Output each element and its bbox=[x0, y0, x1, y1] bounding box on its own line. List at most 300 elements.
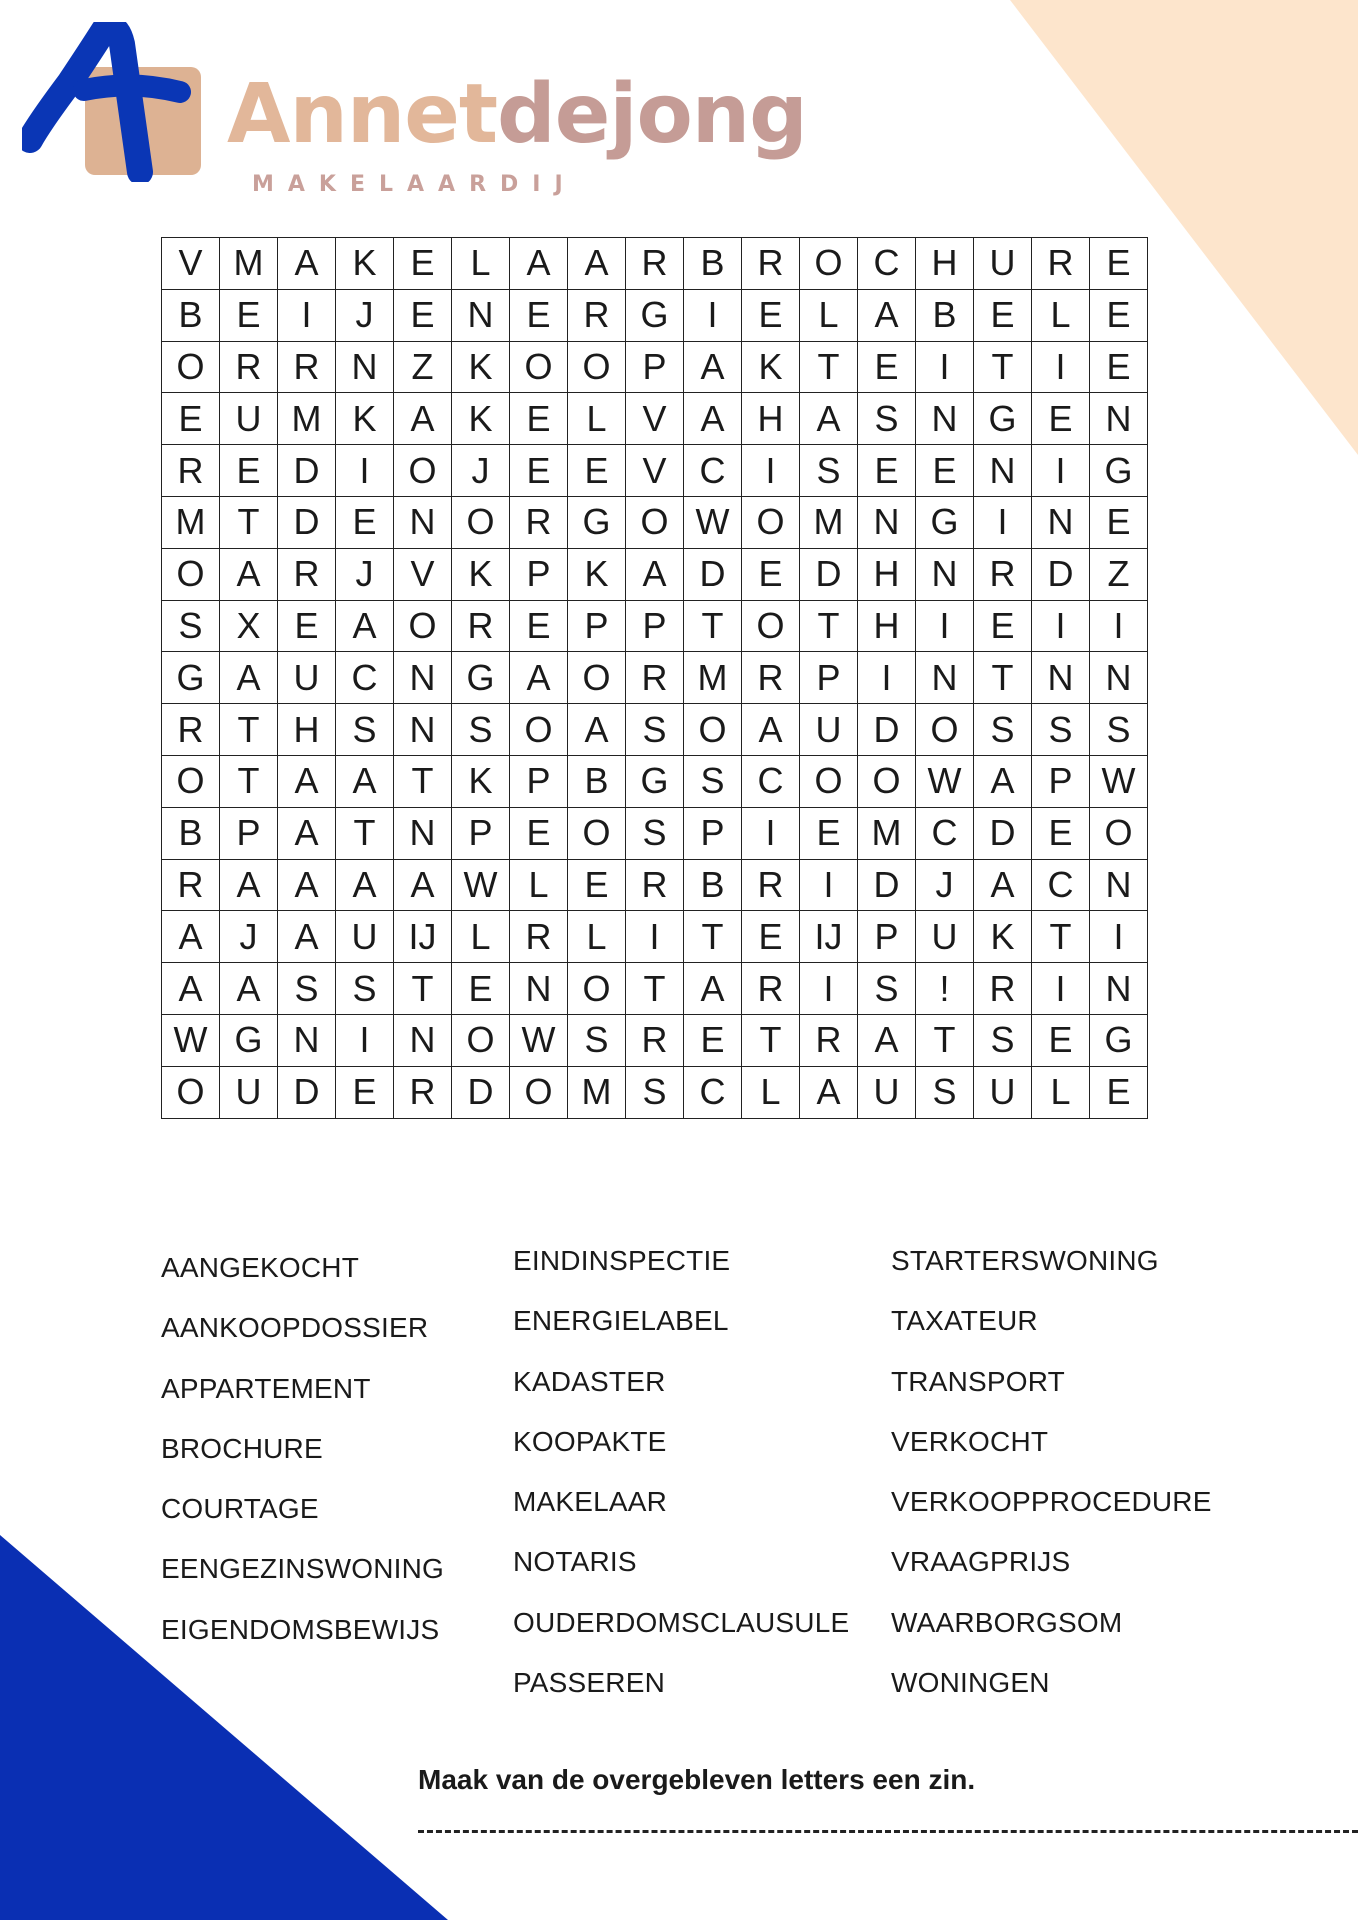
grid-cell[interactable]: L bbox=[568, 911, 626, 963]
grid-cell[interactable]: C bbox=[684, 1066, 742, 1118]
grid-cell[interactable]: E bbox=[510, 600, 568, 652]
grid-cell[interactable]: N bbox=[394, 1014, 452, 1066]
grid-cell[interactable]: T bbox=[220, 755, 278, 807]
grid-cell[interactable]: N bbox=[278, 1014, 336, 1066]
grid-cell[interactable]: N bbox=[1090, 859, 1148, 911]
grid-cell[interactable]: E bbox=[1090, 341, 1148, 393]
grid-cell[interactable]: E bbox=[278, 600, 336, 652]
grid-cell[interactable]: E bbox=[916, 445, 974, 497]
grid-cell[interactable]: R bbox=[974, 963, 1032, 1015]
grid-cell[interactable]: T bbox=[220, 496, 278, 548]
grid-cell[interactable]: I bbox=[278, 289, 336, 341]
grid-cell[interactable]: T bbox=[626, 963, 684, 1015]
grid-cell[interactable]: E bbox=[1090, 238, 1148, 290]
grid-cell[interactable]: P bbox=[800, 652, 858, 704]
grid-cell[interactable]: R bbox=[626, 1014, 684, 1066]
grid-cell[interactable]: O bbox=[626, 496, 684, 548]
grid-cell[interactable]: E bbox=[858, 445, 916, 497]
grid-cell[interactable]: D bbox=[278, 1066, 336, 1118]
grid-cell[interactable]: I bbox=[684, 289, 742, 341]
grid-cell[interactable]: A bbox=[510, 238, 568, 290]
grid-cell[interactable]: N bbox=[1090, 393, 1148, 445]
grid-cell[interactable]: E bbox=[336, 1066, 394, 1118]
grid-cell[interactable]: U bbox=[220, 393, 278, 445]
grid-cell[interactable]: M bbox=[568, 1066, 626, 1118]
grid-cell[interactable]: A bbox=[626, 548, 684, 600]
word-list-item: VRAAGPRIJS bbox=[891, 1546, 1071, 1578]
grid-cell[interactable]: I bbox=[1032, 445, 1090, 497]
grid-cell[interactable]: I bbox=[1032, 341, 1090, 393]
grid-cell[interactable]: N bbox=[336, 341, 394, 393]
grid-cell[interactable]: H bbox=[278, 704, 336, 756]
grid-cell[interactable]: K bbox=[452, 341, 510, 393]
grid-cell[interactable]: R bbox=[162, 704, 220, 756]
grid-cell[interactable]: N bbox=[916, 652, 974, 704]
grid-cell[interactable]: R bbox=[510, 496, 568, 548]
grid-cell[interactable]: G bbox=[626, 289, 684, 341]
grid-cell[interactable]: O bbox=[162, 548, 220, 600]
grid-cell[interactable]: T bbox=[220, 704, 278, 756]
grid-cell[interactable]: D bbox=[278, 445, 336, 497]
grid-cell[interactable]: A bbox=[394, 393, 452, 445]
grid-cell[interactable]: O bbox=[916, 704, 974, 756]
grid-cell[interactable]: I bbox=[800, 963, 858, 1015]
grid-cell[interactable]: X bbox=[220, 600, 278, 652]
grid-cell[interactable]: W bbox=[162, 1014, 220, 1066]
grid-cell[interactable]: J bbox=[452, 445, 510, 497]
grid-cell[interactable]: P bbox=[568, 600, 626, 652]
grid-cell[interactable]: N bbox=[394, 807, 452, 859]
grid-cell[interactable]: R bbox=[220, 341, 278, 393]
grid-cell[interactable]: C bbox=[684, 445, 742, 497]
grid-cell[interactable]: J bbox=[336, 289, 394, 341]
grid-cell[interactable]: IJ bbox=[800, 911, 858, 963]
grid-cell[interactable]: E bbox=[1090, 289, 1148, 341]
grid-row bbox=[162, 911, 1148, 963]
grid-cell[interactable]: I bbox=[336, 1014, 394, 1066]
grid-cell[interactable]: I bbox=[626, 911, 684, 963]
grid-cell[interactable]: E bbox=[1032, 807, 1090, 859]
grid-cell[interactable]: D bbox=[1032, 548, 1090, 600]
grid-cell[interactable]: E bbox=[1032, 393, 1090, 445]
grid-cell[interactable]: E bbox=[1090, 1066, 1148, 1118]
grid-cell[interactable]: J bbox=[220, 911, 278, 963]
grid-cell[interactable]: D bbox=[278, 496, 336, 548]
grid-cell[interactable]: I bbox=[858, 652, 916, 704]
grid-cell[interactable]: E bbox=[162, 393, 220, 445]
grid-cell[interactable]: N bbox=[974, 445, 1032, 497]
grid-cell[interactable]: M bbox=[220, 238, 278, 290]
grid-cell[interactable]: O bbox=[568, 341, 626, 393]
grid-cell[interactable]: T bbox=[1032, 911, 1090, 963]
grid-cell[interactable]: O bbox=[568, 652, 626, 704]
grid-cell[interactable]: O bbox=[394, 445, 452, 497]
grid-cell[interactable]: S bbox=[974, 1014, 1032, 1066]
grid-cell[interactable]: N bbox=[394, 704, 452, 756]
grid-cell[interactable]: B bbox=[162, 289, 220, 341]
grid-cell[interactable]: E bbox=[1032, 1014, 1090, 1066]
grid-cell[interactable]: E bbox=[510, 445, 568, 497]
grid-cell[interactable]: V bbox=[394, 548, 452, 600]
grid-cell[interactable]: R bbox=[626, 652, 684, 704]
grid-cell[interactable]: W bbox=[510, 1014, 568, 1066]
grid-cell[interactable]: S bbox=[336, 963, 394, 1015]
grid-cell[interactable]: N bbox=[1032, 496, 1090, 548]
grid-cell[interactable]: N bbox=[1032, 652, 1090, 704]
grid-cell[interactable]: I bbox=[742, 445, 800, 497]
grid-cell[interactable]: B bbox=[916, 289, 974, 341]
grid-cell[interactable]: A bbox=[568, 238, 626, 290]
grid-cell[interactable]: I bbox=[916, 600, 974, 652]
grid-cell[interactable]: M bbox=[162, 496, 220, 548]
grid-cell[interactable]: S bbox=[858, 393, 916, 445]
grid-cell[interactable]: A bbox=[510, 652, 568, 704]
grid-cell[interactable]: U bbox=[336, 911, 394, 963]
grid-cell[interactable]: A bbox=[974, 859, 1032, 911]
grid-cell[interactable]: L bbox=[510, 859, 568, 911]
grid-cell[interactable]: I bbox=[916, 341, 974, 393]
grid-cell[interactable]: K bbox=[742, 341, 800, 393]
grid-cell[interactable]: A bbox=[858, 1014, 916, 1066]
grid-cell[interactable]: O bbox=[800, 238, 858, 290]
grid-cell[interactable]: D bbox=[452, 1066, 510, 1118]
grid-cell[interactable]: E bbox=[742, 289, 800, 341]
grid-cell[interactable]: M bbox=[278, 393, 336, 445]
grid-cell[interactable]: G bbox=[1090, 1014, 1148, 1066]
grid-cell[interactable]: U bbox=[858, 1066, 916, 1118]
grid-cell[interactable]: H bbox=[916, 238, 974, 290]
grid-cell[interactable]: G bbox=[974, 393, 1032, 445]
grid-cell[interactable]: E bbox=[568, 445, 626, 497]
grid-cell[interactable]: S bbox=[336, 704, 394, 756]
grid-cell[interactable]: L bbox=[1032, 289, 1090, 341]
grid-cell[interactable]: R bbox=[742, 963, 800, 1015]
grid-cell[interactable]: N bbox=[1090, 652, 1148, 704]
grid-cell[interactable]: A bbox=[684, 341, 742, 393]
grid-cell[interactable]: A bbox=[278, 911, 336, 963]
grid-cell[interactable]: T bbox=[800, 600, 858, 652]
grid-cell[interactable]: K bbox=[336, 393, 394, 445]
grid-cell[interactable]: A bbox=[220, 859, 278, 911]
grid-cell[interactable]: T bbox=[742, 1014, 800, 1066]
grid-cell[interactable]: M bbox=[684, 652, 742, 704]
grid-cell[interactable]: E bbox=[1090, 496, 1148, 548]
grid-cell[interactable]: D bbox=[800, 548, 858, 600]
grid-cell[interactable]: A bbox=[568, 704, 626, 756]
grid-cell[interactable]: T bbox=[916, 1014, 974, 1066]
grid-cell[interactable]: D bbox=[858, 859, 916, 911]
grid-cell[interactable]: I bbox=[800, 859, 858, 911]
grid-cell[interactable]: R bbox=[742, 238, 800, 290]
grid-cell[interactable]: U bbox=[278, 652, 336, 704]
grid-cell[interactable]: P bbox=[220, 807, 278, 859]
grid-cell[interactable]: D bbox=[858, 704, 916, 756]
grid-cell[interactable]: E bbox=[742, 911, 800, 963]
grid-cell[interactable]: R bbox=[626, 238, 684, 290]
grid-cell[interactable]: A bbox=[336, 755, 394, 807]
grid-cell[interactable]: L bbox=[1032, 1066, 1090, 1118]
grid-cell[interactable]: B bbox=[684, 859, 742, 911]
grid-cell[interactable]: H bbox=[858, 548, 916, 600]
grid-cell[interactable]: I bbox=[336, 445, 394, 497]
grid-cell[interactable]: O bbox=[162, 755, 220, 807]
grid-cell[interactable]: P bbox=[626, 341, 684, 393]
grid-cell[interactable]: R bbox=[568, 289, 626, 341]
grid-cell[interactable]: O bbox=[800, 755, 858, 807]
grid-cell[interactable]: V bbox=[162, 238, 220, 290]
grid-cell[interactable]: S bbox=[278, 963, 336, 1015]
grid-cell[interactable]: A bbox=[278, 238, 336, 290]
grid-cell[interactable]: W bbox=[452, 859, 510, 911]
grid-cell[interactable]: P bbox=[626, 600, 684, 652]
grid-cell[interactable]: N bbox=[858, 496, 916, 548]
grid-cell[interactable]: S bbox=[974, 704, 1032, 756]
grid-cell[interactable]: B bbox=[684, 238, 742, 290]
grid-cell[interactable]: O bbox=[684, 704, 742, 756]
grid-cell[interactable]: U bbox=[974, 238, 1032, 290]
grid-cell[interactable]: R bbox=[452, 600, 510, 652]
grid-cell[interactable]: A bbox=[162, 963, 220, 1015]
grid-cell[interactable]: N bbox=[510, 963, 568, 1015]
grid-cell[interactable]: T bbox=[974, 652, 1032, 704]
grid-cell[interactable]: I bbox=[1032, 600, 1090, 652]
grid-cell[interactable]: R bbox=[394, 1066, 452, 1118]
grid-cell[interactable]: E bbox=[336, 496, 394, 548]
grid-cell[interactable]: S bbox=[568, 1014, 626, 1066]
grid-cell[interactable]: I bbox=[974, 496, 1032, 548]
grid-cell[interactable]: L bbox=[452, 911, 510, 963]
grid-cell[interactable]: O bbox=[452, 496, 510, 548]
grid-cell[interactable]: L bbox=[452, 238, 510, 290]
grid-cell[interactable]: N bbox=[1090, 963, 1148, 1015]
grid-cell[interactable]: S bbox=[916, 1066, 974, 1118]
grid-cell[interactable]: H bbox=[742, 393, 800, 445]
grid-cell[interactable]: A bbox=[336, 859, 394, 911]
grid-cell[interactable]: T bbox=[394, 755, 452, 807]
grid-cell[interactable]: C bbox=[916, 807, 974, 859]
grid-cell[interactable]: E bbox=[394, 238, 452, 290]
grid-cell[interactable]: K bbox=[452, 548, 510, 600]
grid-cell[interactable]: A bbox=[336, 600, 394, 652]
grid-cell[interactable]: A bbox=[162, 911, 220, 963]
grid-cell[interactable]: ! bbox=[916, 963, 974, 1015]
grid-cell[interactable]: S bbox=[626, 807, 684, 859]
grid-cell[interactable]: A bbox=[394, 859, 452, 911]
grid-cell[interactable]: E bbox=[394, 289, 452, 341]
grid-cell[interactable]: A bbox=[800, 1066, 858, 1118]
grid-cell[interactable]: E bbox=[510, 393, 568, 445]
grid-cell[interactable]: A bbox=[742, 704, 800, 756]
grid-cell[interactable]: T bbox=[800, 341, 858, 393]
grid-cell[interactable]: O bbox=[452, 1014, 510, 1066]
grid-cell[interactable]: G bbox=[568, 496, 626, 548]
grid-cell[interactable]: I bbox=[1090, 911, 1148, 963]
grid-cell[interactable]: R bbox=[742, 859, 800, 911]
grid-cell[interactable]: S bbox=[858, 963, 916, 1015]
grid-cell[interactable]: P bbox=[510, 548, 568, 600]
grid-cell[interactable]: E bbox=[510, 289, 568, 341]
grid-cell[interactable]: A bbox=[858, 289, 916, 341]
grid-cell[interactable]: K bbox=[568, 548, 626, 600]
grid-cell[interactable]: O bbox=[858, 755, 916, 807]
grid-cell[interactable]: T bbox=[336, 807, 394, 859]
grid-cell[interactable]: G bbox=[1090, 445, 1148, 497]
grid-cell[interactable]: C bbox=[858, 238, 916, 290]
grid-cell[interactable]: E bbox=[220, 445, 278, 497]
grid-cell[interactable]: E bbox=[742, 548, 800, 600]
grid-cell[interactable]: M bbox=[858, 807, 916, 859]
grid-cell[interactable]: S bbox=[684, 755, 742, 807]
grid-cell[interactable]: N bbox=[916, 393, 974, 445]
grid-cell[interactable]: B bbox=[568, 755, 626, 807]
grid-cell[interactable]: N bbox=[394, 496, 452, 548]
grid-cell[interactable]: K bbox=[452, 393, 510, 445]
grid-cell[interactable]: D bbox=[684, 548, 742, 600]
grid-cell[interactable]: E bbox=[568, 859, 626, 911]
grid-cell[interactable]: O bbox=[742, 496, 800, 548]
grid-cell[interactable]: E bbox=[220, 289, 278, 341]
grid-cell[interactable]: S bbox=[1090, 704, 1148, 756]
grid-cell[interactable]: G bbox=[452, 652, 510, 704]
grid-cell[interactable]: T bbox=[684, 911, 742, 963]
grid-cell[interactable]: V bbox=[626, 445, 684, 497]
grid-cell[interactable]: R bbox=[278, 548, 336, 600]
grid-cell[interactable]: W bbox=[916, 755, 974, 807]
grid-cell[interactable]: C bbox=[1032, 859, 1090, 911]
grid-cell[interactable]: S bbox=[162, 600, 220, 652]
grid-cell[interactable]: G bbox=[162, 652, 220, 704]
grid-cell[interactable]: J bbox=[916, 859, 974, 911]
grid-cell[interactable]: K bbox=[452, 755, 510, 807]
grid-cell[interactable]: R bbox=[800, 1014, 858, 1066]
grid-cell[interactable]: O bbox=[742, 600, 800, 652]
grid-cell[interactable]: K bbox=[336, 238, 394, 290]
grid-cell[interactable]: T bbox=[974, 341, 1032, 393]
grid-cell[interactable]: N bbox=[394, 652, 452, 704]
grid-cell[interactable]: C bbox=[742, 755, 800, 807]
word-list-item: EENGEZINSWONING bbox=[161, 1553, 445, 1585]
grid-cell[interactable]: R bbox=[1032, 238, 1090, 290]
grid-cell[interactable]: O bbox=[510, 341, 568, 393]
grid-cell[interactable]: R bbox=[626, 859, 684, 911]
grid-cell[interactable]: R bbox=[162, 445, 220, 497]
grid-cell[interactable]: L bbox=[568, 393, 626, 445]
grid-cell[interactable]: H bbox=[858, 600, 916, 652]
grid-cell[interactable]: P bbox=[684, 807, 742, 859]
grid-cell[interactable]: U bbox=[800, 704, 858, 756]
grid-cell[interactable]: A bbox=[220, 548, 278, 600]
grid-cell[interactable]: W bbox=[684, 496, 742, 548]
grid-cell[interactable]: P bbox=[858, 911, 916, 963]
grid-cell[interactable]: G bbox=[220, 1014, 278, 1066]
grid-cell[interactable]: A bbox=[220, 963, 278, 1015]
grid-cell[interactable]: R bbox=[974, 548, 1032, 600]
grid-row bbox=[162, 496, 1148, 548]
grid-cell[interactable]: S bbox=[1032, 704, 1090, 756]
grid-cell[interactable]: O bbox=[568, 807, 626, 859]
grid-cell[interactable]: V bbox=[626, 393, 684, 445]
grid-cell[interactable]: A bbox=[278, 859, 336, 911]
grid-cell[interactable]: E bbox=[974, 600, 1032, 652]
grid-cell[interactable]: O bbox=[162, 1066, 220, 1118]
grid-cell[interactable]: O bbox=[1090, 807, 1148, 859]
grid-cell[interactable]: G bbox=[626, 755, 684, 807]
grid-cell[interactable]: A bbox=[278, 755, 336, 807]
grid-cell[interactable]: N bbox=[916, 548, 974, 600]
word-list-item: WAARBORGSOM bbox=[891, 1606, 1123, 1638]
grid-cell[interactable]: G bbox=[916, 496, 974, 548]
grid-cell[interactable]: O bbox=[510, 704, 568, 756]
grid-cell[interactable]: R bbox=[162, 859, 220, 911]
grid-cell[interactable]: S bbox=[800, 445, 858, 497]
grid-cell[interactable]: E bbox=[974, 289, 1032, 341]
grid-cell[interactable]: J bbox=[336, 548, 394, 600]
grid-cell[interactable]: A bbox=[220, 652, 278, 704]
grid-cell[interactable]: S bbox=[626, 704, 684, 756]
grid-cell[interactable]: O bbox=[162, 341, 220, 393]
grid-cell[interactable]: B bbox=[162, 807, 220, 859]
grid-cell[interactable]: E bbox=[452, 963, 510, 1015]
grid-cell[interactable]: O bbox=[510, 1066, 568, 1118]
word-list-column-2 bbox=[513, 1245, 849, 1727]
grid-cell[interactable]: U bbox=[974, 1066, 1032, 1118]
grid-cell[interactable]: P bbox=[510, 755, 568, 807]
grid-cell[interactable]: R bbox=[742, 652, 800, 704]
grid-row bbox=[162, 393, 1148, 445]
grid-cell[interactable]: A bbox=[684, 963, 742, 1015]
grid-cell[interactable]: A bbox=[684, 393, 742, 445]
grid-cell[interactable]: E bbox=[684, 1014, 742, 1066]
grid-cell[interactable]: U bbox=[220, 1066, 278, 1118]
grid-cell[interactable]: I bbox=[1090, 600, 1148, 652]
company-logo bbox=[22, 22, 807, 197]
grid-cell[interactable]: T bbox=[394, 963, 452, 1015]
grid-cell[interactable]: A bbox=[278, 807, 336, 859]
grid-cell[interactable]: P bbox=[1032, 755, 1090, 807]
grid-cell[interactable]: O bbox=[394, 600, 452, 652]
grid-cell[interactable]: E bbox=[510, 807, 568, 859]
grid-cell[interactable]: D bbox=[974, 807, 1032, 859]
grid-cell[interactable]: W bbox=[1090, 755, 1148, 807]
grid-cell[interactable]: Z bbox=[394, 341, 452, 393]
grid-cell[interactable]: O bbox=[568, 963, 626, 1015]
grid-row bbox=[162, 238, 1148, 290]
grid-cell[interactable]: N bbox=[452, 289, 510, 341]
grid-cell[interactable]: P bbox=[452, 807, 510, 859]
grid-cell[interactable]: S bbox=[452, 704, 510, 756]
answer-line[interactable] bbox=[418, 1830, 1358, 1833]
grid-cell[interactable]: M bbox=[800, 496, 858, 548]
grid-cell[interactable]: S bbox=[626, 1066, 684, 1118]
grid-cell[interactable]: I bbox=[1032, 963, 1090, 1015]
grid-cell[interactable]: R bbox=[278, 341, 336, 393]
grid-cell[interactable]: U bbox=[916, 911, 974, 963]
grid-cell[interactable]: C bbox=[336, 652, 394, 704]
grid-cell[interactable]: I bbox=[742, 807, 800, 859]
grid-cell[interactable]: T bbox=[684, 600, 742, 652]
grid-cell[interactable]: E bbox=[800, 807, 858, 859]
grid-cell[interactable]: Z bbox=[1090, 548, 1148, 600]
grid-cell[interactable]: L bbox=[800, 289, 858, 341]
grid-cell[interactable]: L bbox=[742, 1066, 800, 1118]
grid-cell[interactable]: K bbox=[974, 911, 1032, 963]
grid-cell[interactable]: A bbox=[800, 393, 858, 445]
grid-cell[interactable]: E bbox=[858, 341, 916, 393]
grid-cell[interactable]: R bbox=[510, 911, 568, 963]
grid-cell[interactable]: IJ bbox=[394, 911, 452, 963]
word-list-item: OUDERDOMSCLAUSULE bbox=[513, 1606, 850, 1638]
grid-cell[interactable]: A bbox=[974, 755, 1032, 807]
